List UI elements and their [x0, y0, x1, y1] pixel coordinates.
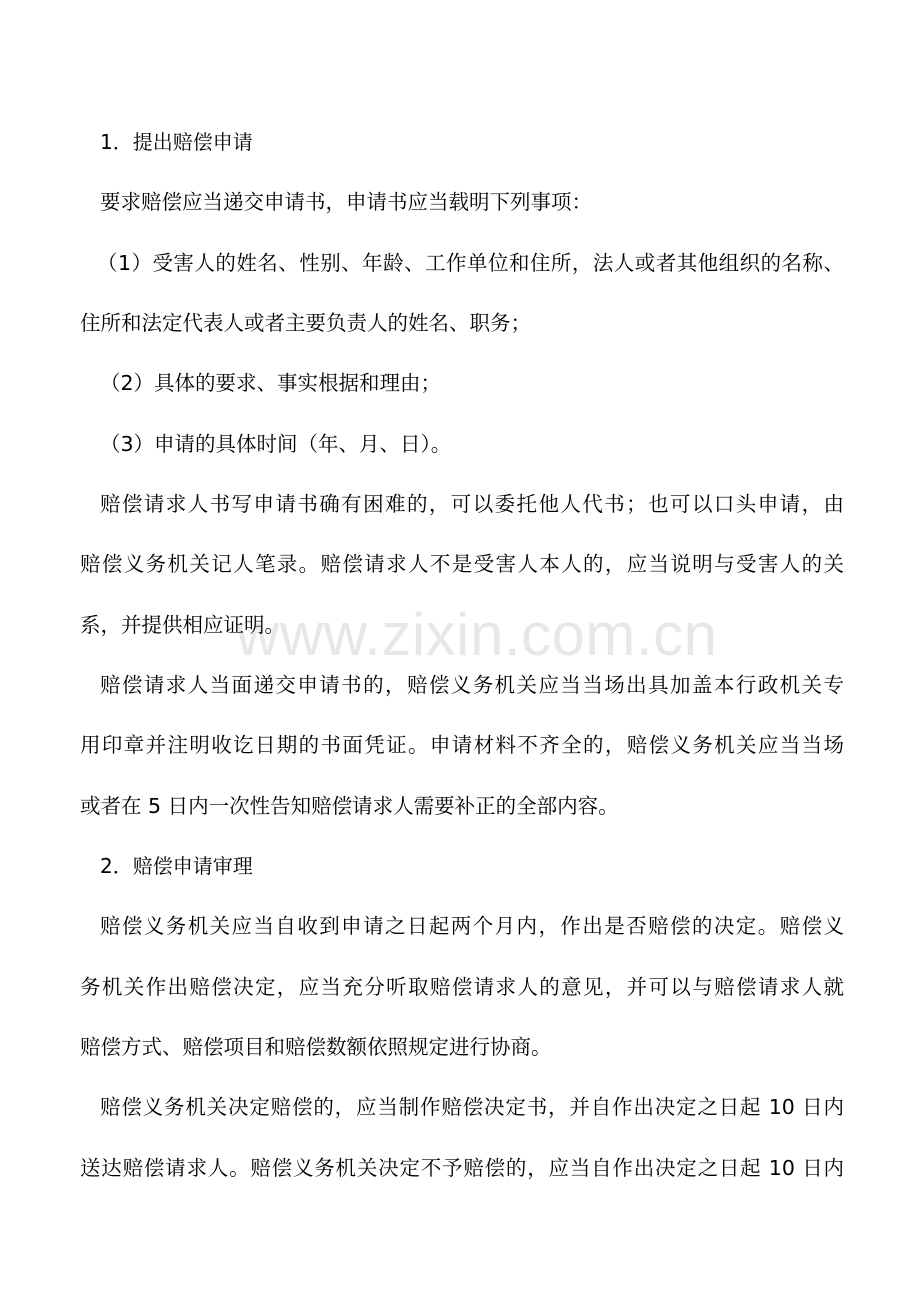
paragraph-line: 用印章并注明收讫日期的书面凭证。申请材料不齐全的，赔偿义务机关应当当场 [80, 733, 844, 757]
paragraph-line: 或者在 5 日内一次性告知赔偿请求人需要补正的全部内容。 [80, 794, 619, 818]
paragraph-line: 赔偿义务机关记人笔录。赔偿请求人不是受害人本人的，应当说明与受害人的关 [80, 552, 844, 576]
paragraph-line: 系，并提供相应证明。 [80, 613, 285, 637]
paragraph-line: 务机关作出赔偿决定，应当充分听取赔偿请求人的意见，并可以与赔偿请求人就 [80, 975, 844, 999]
paragraph-line: 要求赔偿应当递交申请书，申请书应当载明下列事项： [100, 190, 592, 214]
watermark: www.zixin.com.cn [236, 601, 718, 668]
heading-1: 1．提出赔偿申请 [100, 130, 253, 154]
paragraph-line: 赔偿请求人书写申请书确有困难的，可以委托他人代书；也可以口头申请，由 [100, 492, 844, 516]
list-item-1-line-1: （1）受害人的姓名、性别、年龄、工作单位和住所，法人或者其他组织的名称、 [97, 251, 844, 275]
list-item-2: （2）具体的要求、事实根据和理由； [100, 371, 442, 395]
paragraph-line: 送达赔偿请求人。赔偿义务机关决定不予赔偿的，应当自作出决定之日起 10 日内 [80, 1156, 844, 1180]
paragraph-line: 赔偿请求人当面递交申请书的，赔偿义务机关应当当场出具加盖本行政机关专 [100, 673, 844, 697]
paragraph-line: 赔偿方式、赔偿项目和赔偿数额依照规定进行协商。 [80, 1035, 552, 1059]
heading-2: 2．赔偿申请审理 [100, 854, 253, 878]
list-item-1-line-2: 住所和法定代表人或者主要负责人的姓名、职务； [80, 311, 531, 335]
list-item-3: （3）申请的具体时间（年、月、日）。 [100, 432, 452, 456]
paragraph-line: 赔偿义务机关决定赔偿的，应当制作赔偿决定书，并自作出决定之日起 10 日内 [100, 1095, 844, 1119]
paragraph-line: 赔偿义务机关应当自收到申请之日起两个月内，作出是否赔偿的决定。赔偿义 [100, 914, 844, 938]
